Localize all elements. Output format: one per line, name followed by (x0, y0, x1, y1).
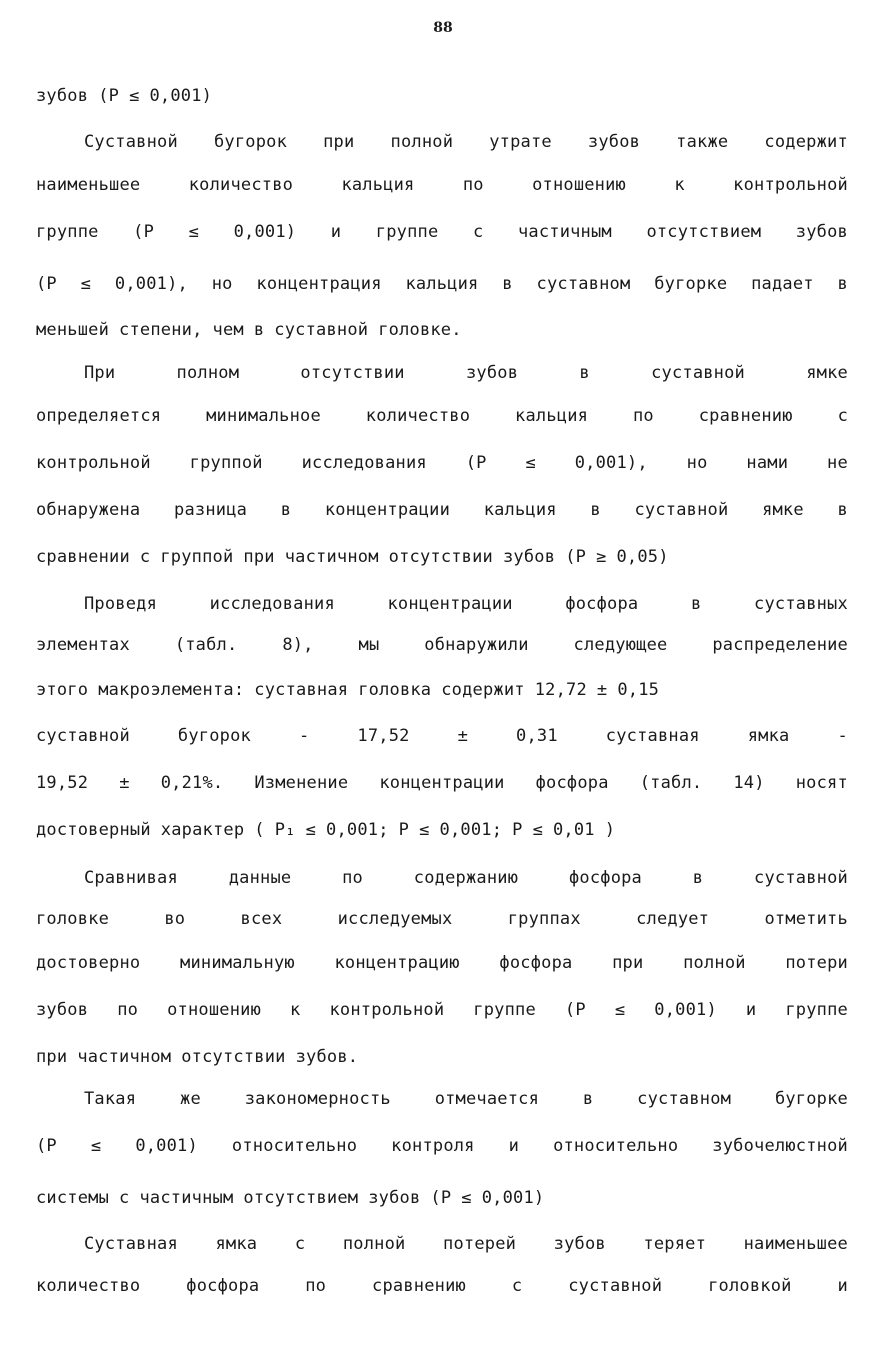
text-word: в (253, 320, 265, 340)
text-word: не (827, 453, 848, 473)
text-word: отмечается (434, 1089, 540, 1109)
text-word: в (590, 500, 601, 520)
text-word: Такая (84, 1089, 137, 1109)
text-word: данные (228, 868, 292, 888)
text-line (36, 498, 848, 522)
text-word: суставной (568, 1276, 663, 1296)
text-word: бугорке (774, 1089, 848, 1109)
text-word: контрольной (733, 175, 848, 195)
text-word: по (462, 175, 484, 195)
text-word: головкой (708, 1276, 792, 1296)
text-line (36, 951, 848, 975)
text-word: бугорок (177, 726, 251, 746)
text-word: группе (785, 1000, 848, 1020)
text-word: группой (189, 453, 263, 473)
text-word: бугорок (214, 132, 288, 152)
text-word: ≤ (188, 222, 200, 242)
text-line (36, 84, 848, 108)
text-word: зубов (503, 547, 556, 567)
text-word: 0,001) (149, 86, 213, 106)
text-word: относительно (231, 1136, 358, 1156)
text-word: системы (36, 1188, 110, 1208)
text-word: Суставной (84, 132, 178, 152)
text-word: фосфора (535, 773, 609, 793)
text-word: падает (751, 274, 814, 294)
text-word: минимальную (180, 953, 295, 973)
text-word: 19,52 (36, 773, 89, 793)
text-word: группой (160, 547, 234, 567)
text-word: степени, (119, 320, 203, 340)
text-word: кальция (483, 500, 557, 520)
text-word: 0,15 (617, 680, 660, 700)
page-number: 88 (433, 20, 453, 36)
text-word: суставная (254, 680, 349, 700)
text-word: с (294, 1234, 306, 1254)
text-word: фосфора (499, 953, 573, 973)
text-word: контрольной (36, 453, 151, 473)
text-word: суставной (36, 726, 130, 746)
text-word: зубов (553, 1234, 606, 1254)
text-word: зубов (795, 222, 848, 242)
text-word: зубов. (295, 1047, 359, 1067)
text-word: и (330, 222, 342, 242)
text-word: бугорке (654, 274, 728, 294)
text-word: ) (604, 820, 616, 840)
text-word: ≤ (461, 1188, 472, 1208)
text-line (36, 545, 848, 569)
text-word: ≤ (525, 453, 536, 473)
text-word: но (686, 453, 708, 473)
text-word: в (280, 500, 292, 520)
text-line (36, 220, 848, 244)
text-word: полной (683, 953, 746, 973)
text-word: отметить (764, 909, 848, 929)
text-word: ≤ (129, 86, 140, 106)
text-word: в (837, 274, 848, 294)
text-word: и (837, 1276, 848, 1296)
text-word: (Р (465, 453, 487, 473)
text-word: отсутствием (243, 1188, 359, 1208)
text-word: 17,52 (357, 726, 410, 746)
text-line (36, 998, 848, 1022)
text-word: 0,001) (654, 1000, 717, 1020)
text-word: (Р (133, 222, 155, 242)
text-line (36, 1045, 848, 1069)
text-word: с (511, 1276, 523, 1296)
text-word: суставных (754, 594, 848, 614)
text-word: по (305, 1276, 327, 1296)
text-word: отсутствии (181, 1047, 286, 1067)
text-word: 0,21%. (160, 773, 224, 793)
text-word: минимальное (206, 406, 321, 426)
text-word: количество (365, 406, 471, 426)
text-word: зубочелюстной (712, 1136, 848, 1156)
text-word: суставная (605, 726, 700, 746)
text-word: (Р (430, 1188, 452, 1208)
text-word: с (472, 222, 484, 242)
text-line (36, 678, 848, 702)
text-word: концентрации (387, 594, 513, 614)
text-word: кальция (341, 175, 415, 195)
text-word: (Р (98, 86, 120, 106)
text-word: ямке (762, 500, 804, 520)
text-word: содержит (441, 680, 525, 700)
text-word: 12,72 (534, 680, 587, 700)
text-word: утрате (489, 132, 552, 152)
text-word: ≤ (614, 1000, 626, 1020)
text-word: ≥ (596, 547, 607, 567)
text-word: зубов (36, 86, 89, 106)
text-word: ± (596, 680, 608, 700)
text-word: при (36, 1047, 68, 1067)
text-word: головке (36, 909, 110, 929)
text-word: сравнении (36, 547, 130, 567)
text-word: по (117, 1000, 139, 1020)
text-word: исследуемых (337, 909, 453, 929)
text-word: фосфора (186, 1276, 260, 1296)
text-word: концентрации (379, 773, 505, 793)
text-word: содержит (764, 132, 848, 152)
text-word: же (180, 1089, 201, 1109)
text-word: исследования (209, 594, 335, 614)
text-word: содержанию (413, 868, 519, 888)
text-word: зубов (368, 1188, 421, 1208)
text-line (36, 173, 848, 197)
text-word: (Р (36, 274, 57, 294)
text-word: с (119, 1188, 130, 1208)
text-word: определяется (36, 406, 162, 426)
text-word: (табл. (639, 773, 703, 793)
text-line (36, 866, 848, 890)
text-word: следует (636, 909, 710, 929)
text-word: - (837, 726, 848, 746)
text-word: отношению (532, 175, 626, 195)
text-word: Р (512, 820, 523, 840)
text-word: 0,001; (326, 820, 389, 840)
text-word: 0,001), (114, 274, 188, 294)
text-word: и (745, 1000, 757, 1020)
text-word: потерей (443, 1234, 517, 1254)
text-word: группе (36, 222, 99, 242)
text-word: в (579, 363, 590, 383)
text-word: (Р (36, 1136, 57, 1156)
text-line (36, 451, 848, 475)
text-word: 0,001; (439, 820, 503, 840)
text-word: к (674, 175, 685, 195)
text-word: к (290, 1000, 301, 1020)
text-line (36, 592, 848, 616)
text-word: концентрация (256, 274, 382, 294)
text-word: - (298, 726, 310, 746)
text-word: отсутствии (300, 363, 405, 383)
text-word: количество (188, 175, 294, 195)
text-word: частичным (517, 222, 612, 242)
text-word: обнаружена (36, 500, 141, 520)
text-word: Проведя (84, 594, 158, 614)
text-word: ямка (215, 1234, 258, 1254)
text-word: достоверный (36, 820, 151, 840)
text-line (36, 1134, 848, 1158)
text-word: потери (785, 953, 848, 973)
text-word: разница (174, 500, 248, 520)
text-word: в (692, 868, 704, 888)
text-word: Р (398, 820, 410, 840)
text-word: в (502, 274, 513, 294)
text-word: относительно (553, 1136, 679, 1156)
text-word: меньшей (36, 320, 110, 340)
text-word: ямке (806, 363, 848, 383)
text-word: во (164, 909, 186, 929)
text-word: при (323, 132, 355, 152)
text-word: группах (507, 909, 581, 929)
text-word: 0,001) (233, 222, 297, 242)
text-word: ± (457, 726, 469, 746)
text-word: сравнению (372, 1276, 466, 1296)
text-word: При (84, 363, 116, 383)
text-word: по (342, 868, 363, 888)
text-word: всех (240, 909, 283, 929)
text-word: головка (358, 680, 432, 700)
text-word: 14) (733, 773, 765, 793)
text-line (36, 1274, 848, 1298)
text-word: (табл. (174, 635, 238, 655)
text-word: ямка (747, 726, 790, 746)
text-word: кальция (515, 406, 589, 426)
text-line (36, 272, 848, 296)
text-word: и (508, 1136, 520, 1156)
text-word: обнаружили (424, 635, 529, 655)
text-line (36, 1186, 848, 1210)
text-line (36, 1232, 848, 1256)
text-word: отношению (167, 1000, 262, 1020)
text-word: концентрацию (334, 953, 460, 973)
text-word: ≤ (419, 820, 430, 840)
text-word: достоверно (36, 953, 141, 973)
text-word: исследования (301, 453, 427, 473)
text-line (36, 724, 848, 748)
text-word: 0,31 (516, 726, 558, 746)
text-word: макроэлемента: (98, 680, 245, 700)
text-word: Суставная (84, 1234, 178, 1254)
text-line (36, 907, 848, 931)
text-word: с (139, 547, 151, 567)
text-word: в (582, 1089, 594, 1109)
text-word: фосфора (568, 868, 642, 888)
text-word: кальция (405, 274, 479, 294)
text-word: также (676, 132, 729, 152)
text-word: полном (176, 363, 240, 383)
text-word: 0,001) (135, 1136, 198, 1156)
text-word: головке. (378, 320, 462, 340)
text-word: характер (160, 820, 245, 840)
text-word: по (632, 406, 654, 426)
text-word: в (837, 500, 848, 520)
text-word: зубов (587, 132, 641, 152)
text-line (36, 318, 848, 342)
text-line (36, 633, 848, 657)
text-word: нами (746, 453, 789, 473)
text-word: закономерность (244, 1089, 391, 1109)
text-word: этого (36, 680, 89, 700)
text-word: ( (254, 820, 265, 840)
text-word: при (243, 547, 275, 567)
text-word: Р₁ (274, 820, 296, 840)
text-word: контроля (391, 1136, 475, 1156)
text-word: контрольной (329, 1000, 445, 1020)
text-line (36, 818, 848, 842)
text-line (36, 361, 848, 385)
text-word: зубов (36, 1000, 89, 1020)
text-word: наименьшее (743, 1234, 848, 1254)
text-word: концентрации (324, 500, 451, 520)
text-word: чем (212, 320, 244, 340)
text-word: полной (390, 132, 454, 152)
text-word: ≤ (305, 820, 317, 840)
text-word: ± (119, 773, 130, 793)
text-word: носят (795, 773, 848, 793)
text-word: фосфора (565, 594, 639, 614)
text-word: суставной (634, 500, 729, 520)
text-word: 0,01 (553, 820, 595, 840)
text-word: Сравнивая (84, 868, 178, 888)
text-word: (Р (564, 1000, 586, 1020)
text-word: наименьшее (36, 175, 141, 195)
text-word: суставной (274, 320, 369, 340)
text-word: теряет (643, 1234, 707, 1254)
text-word: элементах (36, 635, 130, 655)
text-word: при (612, 953, 644, 973)
text-word: суставном (536, 274, 631, 294)
text-word: 0,05) (616, 547, 669, 567)
text-word: следующее (573, 635, 668, 655)
text-word: с (837, 406, 848, 426)
text-word: ≤ (532, 820, 543, 840)
text-word: 0,001), (574, 453, 648, 473)
text-word: но (211, 274, 233, 294)
text-line (36, 130, 848, 154)
text-word: в (690, 594, 702, 614)
text-word: Изменение (254, 773, 349, 793)
text-word: частичном (77, 1047, 172, 1067)
text-word: ≤ (80, 274, 92, 294)
text-word: группе (375, 222, 439, 242)
text-line (36, 771, 848, 795)
text-line (36, 1087, 848, 1111)
text-word: суставной (754, 868, 848, 888)
text-word: 8), (282, 635, 314, 655)
text-word: ≤ (90, 1136, 102, 1156)
text-word: количество (36, 1276, 141, 1296)
text-line (36, 404, 848, 428)
text-word: отсутствием (646, 222, 762, 242)
text-word: (Р (565, 547, 587, 567)
text-word: суставном (637, 1089, 732, 1109)
text-word: частичным (139, 1188, 234, 1208)
text-word: отсутствии (388, 547, 493, 567)
text-word: зубов (465, 363, 519, 383)
text-word: суставной (651, 363, 745, 383)
text-word: мы (358, 635, 380, 655)
text-word: частичном (284, 547, 379, 567)
text-word: полной (342, 1234, 406, 1254)
text-word: сравнению (698, 406, 793, 426)
text-word: 0,001) (481, 1188, 545, 1208)
text-word: группе (473, 1000, 536, 1020)
text-word: распределение (712, 635, 848, 655)
